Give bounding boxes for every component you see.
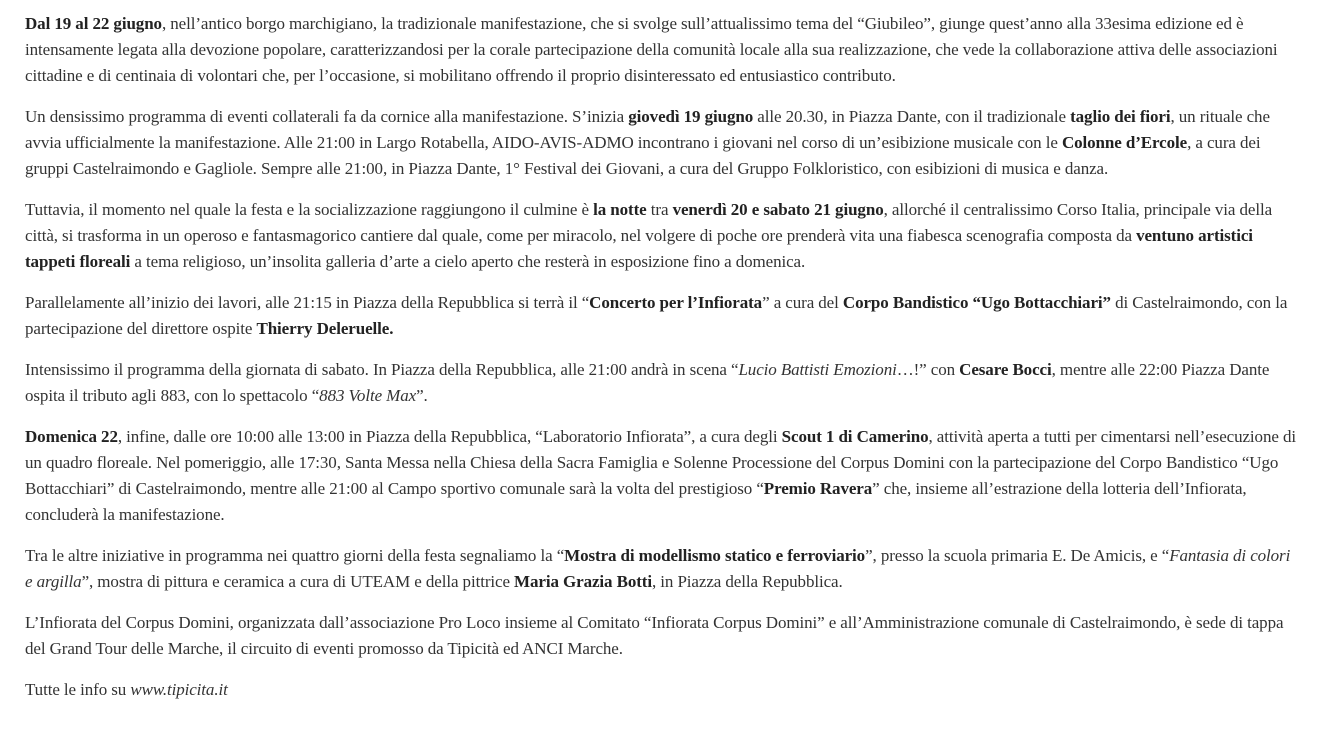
article-body bbox=[25, 11, 1300, 703]
paragraph-info bbox=[25, 677, 1300, 703]
text-run: , in Piazza della Repubblica. bbox=[651, 572, 843, 591]
bold-text: ventuno artistici tappeti floreali bbox=[25, 226, 1253, 271]
text-run: ” che, insieme all’estrazione della lotteria dell’Infiorata, concluderà la manifestazione. bbox=[25, 479, 1247, 524]
paragraph-night bbox=[25, 197, 1300, 275]
bold-text: Premio Ravera bbox=[763, 479, 873, 498]
italic-text: Lucio Battisti Emozioni bbox=[738, 360, 897, 379]
paragraph-sunday bbox=[25, 424, 1300, 528]
text-run: , attività aperta a tutti per cimentarsi nell’esecuzione di un quadro floreale. Nel pomeriggio, alle 17:30, Santa Messa nella Chiesa della Sacra Famiglia e Solenne Processione del Corpus Domini con la partecipazione del Corpo Bandistico “Ugo Bottacchiari” di Castelraimondo, mentre alle 21:00 al Campo sportivo comunale sarà la volta del prestigioso “ bbox=[25, 427, 1296, 498]
bold-text: Thierry Deleruelle. bbox=[256, 319, 394, 338]
bold-text: Domenica 22 bbox=[25, 427, 118, 446]
bold-text: Cesare Bocci bbox=[959, 360, 1052, 379]
text-run: , infine, dalle ore 10:00 alle 13:00 in Piazza della Repubblica, “Laboratorio Infiorata”, a cura degli bbox=[117, 427, 782, 446]
text-run: , un rituale che avvia ufficialmente la manifestazione. Alle 21:00 in Largo Rotabella, AIDO-AVIS-ADMO incontrano i giovani nel corso di un’esibizione musicale con le bbox=[25, 107, 1270, 152]
text-run: , a cura dei gruppi Castelraimondo e Gagliole. Sempre alle 21:00, in Piazza Dante, 1° Festival dei Giovani, a cura del Gruppo Folkloristico, con esibizioni di musica e danza. bbox=[25, 133, 1261, 178]
text-run: Tutte le info su bbox=[25, 680, 131, 699]
bold-text: Scout 1 di Camerino bbox=[781, 427, 929, 446]
text-run: L’Infiorata del Corpus Domini, organizzata dall’associazione Pro Loco insieme al Comitato “Infiorata Corpus Domini” e all’Amministrazione comunale di Castelraimondo, è sede di tappa del Grand Tour delle Marche, il circuito di eventi promosso da Tipicità ed ANCI Marche. bbox=[25, 613, 1284, 658]
bold-text: Colonne d’Ercole bbox=[1061, 133, 1188, 152]
italic-text: Fantasia di colori e argilla bbox=[25, 546, 1291, 591]
paragraph-organizers bbox=[25, 610, 1300, 662]
paragraph-saturday bbox=[25, 357, 1300, 409]
bold-text: venerdì 20 e sabato 21 giugno bbox=[672, 200, 884, 219]
paragraph-program bbox=[25, 104, 1300, 182]
text-run: ”, presso la scuola primaria E. De Amicis, e “ bbox=[865, 546, 1170, 565]
bold-text: Corpo Bandistico “Ugo Bottacchiari” bbox=[842, 293, 1111, 312]
bold-text: Mostra di modellismo statico e ferroviario bbox=[564, 546, 866, 565]
bold-text: Maria Grazia Botti bbox=[514, 572, 652, 591]
text-run: Tra le altre iniziative in programma nei quattro giorni della festa segnaliamo la “ bbox=[25, 546, 565, 565]
text-run: ”. bbox=[416, 386, 428, 405]
bold-text: taglio dei fiori bbox=[1070, 107, 1171, 126]
italic-text: 883 Volte Max bbox=[319, 386, 417, 405]
text-run: Un densissimo programma di eventi collaterali fa da cornice alla manifestazione. S’inizia bbox=[25, 107, 629, 126]
text-run: Tuttavia, il momento nel quale la festa e la socializzazione raggiungono il culmine è bbox=[25, 200, 594, 219]
paragraph-concert bbox=[25, 290, 1300, 342]
text-run: tra bbox=[646, 200, 673, 219]
text-run: a tema religioso, un’insolita galleria d’arte a cielo aperto che resterà in esposizione fino a domenica. bbox=[130, 252, 806, 271]
text-run: , allorché il centralissimo Corso Italia, principale via della città, si trasforma in un operoso e fantasmagorico cantiere dal quale, come per miracolo, nel volgere di poche ore prenderà vita una fiabesca scenografia composta da bbox=[25, 200, 1273, 245]
paragraph-intro bbox=[25, 11, 1300, 89]
text-run: Intensissimo il programma della giornata di sabato. In Piazza della Repubblica, alle 21:00 andrà in scena “ bbox=[25, 360, 739, 379]
bold-text: Dal 19 al 22 giugno bbox=[25, 14, 162, 33]
text-run: …!” con bbox=[896, 360, 960, 379]
website-link[interactable]: www.tipicita.it bbox=[130, 680, 228, 699]
text-run: di Castelraimondo, con la partecipazione del direttore ospite bbox=[25, 293, 1288, 338]
text-run: Parallelamente all’inizio dei lavori, alle 21:15 in Piazza della Repubblica si terrà il “ bbox=[25, 293, 590, 312]
bold-text: giovedì 19 giugno bbox=[628, 107, 754, 126]
text-run: ” a cura del bbox=[762, 293, 843, 312]
bold-text: Concerto per l’Infiorata bbox=[589, 293, 763, 312]
text-run: , mentre alle 22:00 Piazza Dante ospita il tributo agli 883, con lo spettacolo “ bbox=[25, 360, 1270, 405]
text-run: , nell’antico borgo marchigiano, la tradizionale manifestazione, che si svolge sull’attualissimo tema del “Giubileo”, giunge quest’anno alla 33esima edizione ed è intensamente legata alla devozione popolare, caratterizzandosi per la corale partecipazione della comunità locale alla sua realizzazione, che vede la collaborazione attiva delle associazioni cittadine e di centinaia di volontari che, per l’occasione, si mobilitano offrendo il proprio disinteressato ed entusiastico contributo. bbox=[25, 14, 1278, 85]
text-run: alle 20.30, in Piazza Dante, con il tradizionale bbox=[753, 107, 1071, 126]
bold-text: la notte bbox=[593, 200, 647, 219]
paragraph-other-initiatives bbox=[25, 543, 1300, 595]
text-run: ”, mostra di pittura e ceramica a cura di UTEAM e della pittrice bbox=[81, 572, 515, 591]
